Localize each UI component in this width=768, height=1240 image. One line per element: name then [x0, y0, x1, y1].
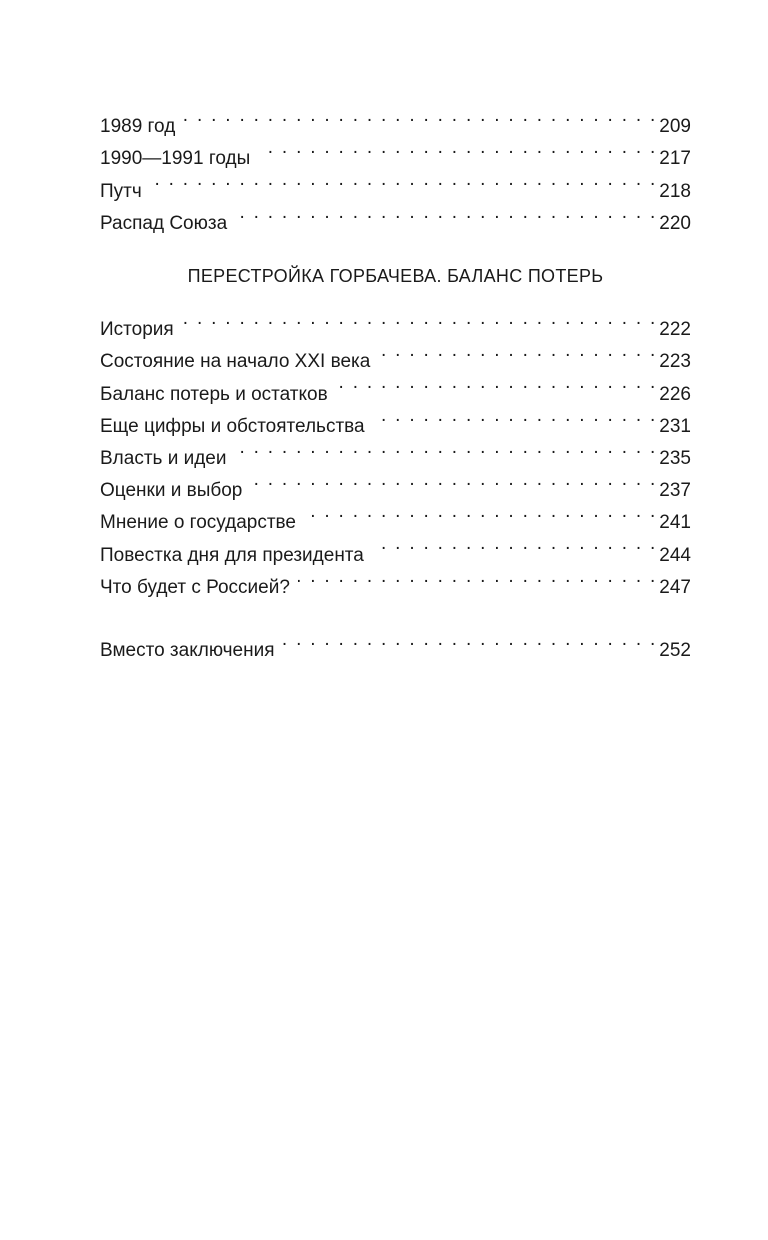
dot-leader — [182, 303, 656, 335]
toc-entry-page: 220 — [659, 212, 691, 234]
toc-entry[interactable] — [100, 100, 691, 138]
toc-entry-title: Повестка дня для президента — [100, 544, 364, 566]
toc-entry-title: Путч — [100, 180, 142, 202]
toc-entry-title: Состояние на начало XXI века — [100, 351, 371, 373]
dot-leader — [183, 100, 655, 132]
toc-entry[interactable] — [100, 624, 691, 662]
dot-leader — [298, 561, 655, 593]
dot-leader — [372, 528, 655, 560]
toc-entry[interactable] — [100, 197, 691, 234]
toc-entry-page: 244 — [659, 544, 691, 566]
toc-group-1 — [100, 100, 691, 234]
toc-entry-title: Власть и идеи — [100, 447, 227, 469]
toc-entry-page: 241 — [659, 512, 691, 534]
dot-leader — [373, 400, 656, 432]
dot-leader — [234, 432, 655, 464]
toc-entry[interactable] — [100, 303, 691, 341]
dot-leader — [250, 464, 655, 496]
toc-entry-title: Распад Союза — [100, 212, 228, 234]
toc-entry-title: 1989 год — [100, 116, 176, 138]
section-heading: ПЕРЕСТРОЙКА ГОРБАЧЕВА. БАЛАНС ПОТЕРЬ — [187, 266, 604, 286]
toc-entry-title: История — [100, 319, 174, 341]
toc-entry-page: 226 — [659, 383, 691, 405]
toc-entry-page: 218 — [659, 180, 691, 202]
toc-entry-page: 235 — [659, 447, 691, 469]
toc-entry-page: 231 — [659, 415, 691, 437]
dot-leader — [336, 367, 656, 399]
toc-group-3 — [100, 624, 691, 662]
toc-entry-title: Вместо заключения — [100, 640, 275, 662]
toc-entry-title: Оценки и выбор — [100, 480, 243, 502]
dot-leader — [283, 624, 656, 656]
toc-entry-page: 247 — [659, 576, 691, 598]
dot-leader — [258, 132, 655, 164]
toc-entry-title: Мнение о государстве — [100, 512, 297, 534]
toc-group-2 — [100, 303, 691, 598]
dot-leader — [304, 496, 655, 528]
toc-entry[interactable] — [100, 335, 691, 373]
toc-entry-page: 217 — [659, 148, 691, 170]
toc-entry-title: Что будет с Россией? — [100, 576, 290, 598]
toc-entry[interactable] — [100, 132, 691, 170]
toc-entry-title: Баланс потерь и остатков — [100, 383, 328, 405]
dot-leader — [235, 197, 655, 229]
toc-entry-title: Еще цифры и обстоятельства — [100, 415, 365, 437]
toc-entry-page: 222 — [659, 319, 691, 341]
toc-entry-page: 237 — [659, 480, 691, 502]
toc-entry-page: 252 — [659, 640, 691, 662]
dot-leader — [150, 164, 656, 196]
dot-leader — [378, 335, 655, 367]
toc-entry[interactable] — [100, 164, 691, 202]
toc-entry-title: 1990—1991 годы — [100, 148, 251, 170]
toc-entry-page: 209 — [659, 116, 691, 138]
toc-entry-page: 223 — [659, 351, 691, 373]
